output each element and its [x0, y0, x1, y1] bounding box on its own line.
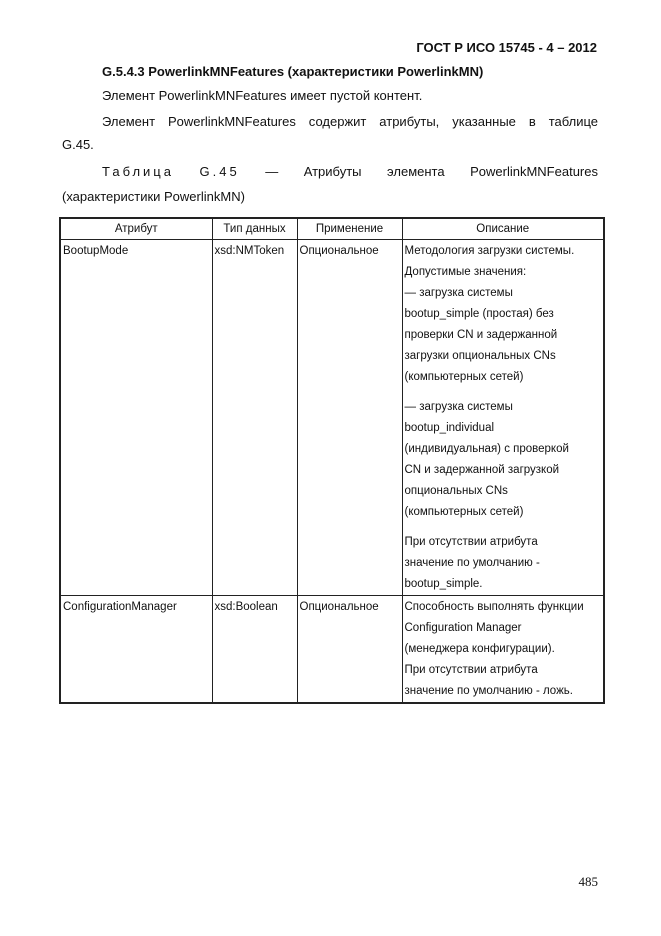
description-line: bootup_individual	[404, 422, 495, 434]
header-data-type: Тип данных	[212, 218, 297, 240]
description-paragraph	[405, 532, 602, 595]
paragraph-1: Элемент PowerlinkMNFeatures имеет пустой контент.	[102, 88, 423, 103]
description-paragraph	[405, 397, 602, 523]
attributes-table	[59, 217, 605, 704]
caption-word-1: Атрибуты	[303, 164, 362, 179]
table-caption-line-2: (характеристики PowerlinkMN)	[62, 189, 245, 204]
cell-description	[402, 240, 604, 596]
cell-usage: Опциональное	[297, 596, 402, 704]
description-line: Configuration Manager	[404, 622, 522, 634]
table-row	[60, 240, 604, 596]
description-line: При отсутствии атрибута	[404, 536, 538, 548]
description-line: загрузки опциональных CNs	[404, 350, 556, 362]
description-line: Методология загрузки системы.	[404, 245, 575, 257]
header-description: Описание	[402, 218, 604, 240]
cell-attribute: ConfigurationManager	[60, 596, 212, 704]
description-paragraph	[405, 241, 602, 388]
caption-dash: —	[265, 164, 279, 179]
caption-number: G.45	[199, 164, 240, 179]
section-title: G.5.4.3 PowerlinkMNFeatures (характеристики PowerlinkMN)	[102, 64, 484, 79]
description-line: Способность выполнять функции	[404, 601, 584, 613]
page-number: 485	[578, 874, 598, 889]
description-line: При отсутствии атрибута	[404, 664, 538, 676]
header-usage: Применение	[297, 218, 402, 240]
description-line: проверки CN и задержанной	[404, 329, 558, 341]
table-row	[60, 596, 604, 704]
description-line: — загрузка системы	[404, 401, 513, 413]
paragraph-2-line-1: Элемент PowerlinkMNFeatures содержит атрибуты, указанные в таблице	[102, 114, 598, 129]
cell-data-type: xsd:NMToken	[212, 240, 297, 596]
cell-attribute: BootupMode	[60, 240, 212, 596]
description-line: bootup_simple.	[404, 578, 483, 590]
caption-word-2: элемента	[387, 164, 445, 179]
cell-description	[402, 596, 604, 704]
description-line: (компьютерных сетей)	[404, 371, 524, 383]
table-header-row	[60, 218, 604, 240]
paragraph-2-line-2: G.45.	[62, 137, 94, 152]
caption-word-3: PowerlinkMNFeatures	[470, 164, 598, 179]
cell-data-type: xsd:Boolean	[212, 596, 297, 704]
description-line: bootup_simple (простая) без	[404, 308, 554, 320]
description-line: CN и задержанной загрузкой	[404, 464, 560, 476]
description-line: (компьютерных сетей)	[404, 506, 524, 518]
description-line: (менеджера конфигурации).	[404, 643, 555, 655]
table-caption	[102, 160, 598, 184]
header-attribute: Атрибут	[60, 218, 212, 240]
description-line: Допустимые значения:	[404, 266, 527, 278]
cell-usage: Опциональное	[297, 240, 402, 596]
document-header: ГОСТ Р ИСО 15745 - 4 – 2012	[416, 40, 597, 55]
description-line: — загрузка системы	[404, 287, 513, 299]
description-paragraph	[405, 597, 602, 702]
caption-word-table: Таблица	[102, 164, 174, 179]
description-line: значение по умолчанию - ложь.	[404, 685, 573, 697]
description-line: значение по умолчанию -	[404, 557, 540, 569]
description-line: (индивидуальная) с проверкой	[404, 443, 569, 455]
description-line: опциональных CNs	[404, 485, 508, 497]
